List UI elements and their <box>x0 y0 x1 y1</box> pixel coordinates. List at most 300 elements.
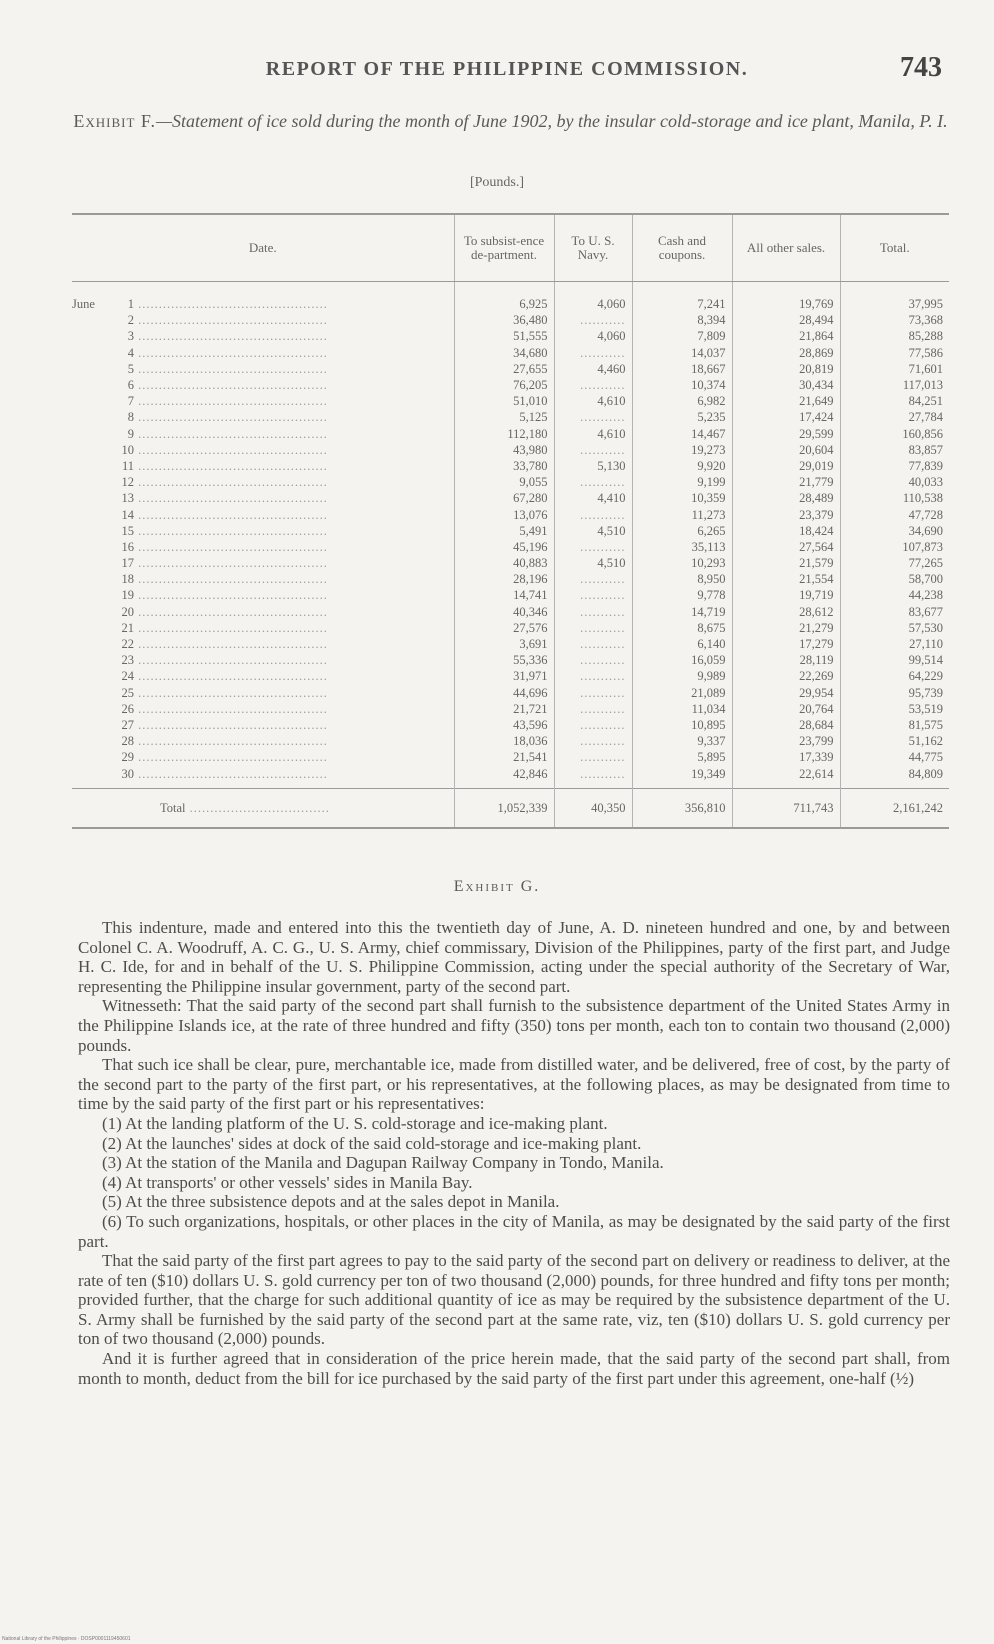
cash-cell: 35,113 <box>632 539 732 555</box>
day-label: 3 <box>127 329 134 344</box>
empty-cell-leader: ........... <box>580 701 626 716</box>
empty-cell-leader: ........... <box>580 717 626 732</box>
table-row <box>72 377 949 393</box>
exhibit-f-description: —Statement of ice sold during the month of June 1902, by the insular cold-storage and ice plant, Manila, P. I. <box>156 111 948 131</box>
total-cell: 27,110 <box>840 636 949 652</box>
subsistence-cell: 34,680 <box>454 345 554 361</box>
other-sales-cell: 27,564 <box>732 539 840 555</box>
table-row <box>72 409 949 425</box>
cash-cell: 14,719 <box>632 604 732 620</box>
empty-cell-leader: ........... <box>580 750 626 765</box>
dot-leader: .............................................. <box>134 442 328 457</box>
date-cell <box>72 555 454 571</box>
dot-leader: .............................................. <box>134 588 328 603</box>
subsistence-cell: 6,925 <box>454 282 554 313</box>
exhibit-f-label: Exhibit F. <box>73 111 157 131</box>
empty-cell-leader: ........... <box>580 539 626 554</box>
day-label: 16 <box>121 539 134 554</box>
total-cell: 85,288 <box>840 328 949 344</box>
total-cell: 53,519 <box>840 701 949 717</box>
subsistence-cell: 36,480 <box>454 312 554 328</box>
day-label: 21 <box>121 620 134 635</box>
total-cell: 64,229 <box>840 668 949 684</box>
table-row <box>72 312 949 328</box>
other-sales-cell: 28,684 <box>732 717 840 733</box>
table-row <box>72 490 949 506</box>
subsistence-cell: 21,721 <box>454 701 554 717</box>
day-label: 26 <box>121 701 134 716</box>
column-header-subsistence: To subsist-ence de-partment. <box>454 214 554 282</box>
subsistence-cell: 43,980 <box>454 442 554 458</box>
date-cell <box>72 506 454 522</box>
total-row <box>72 788 949 828</box>
navy-cell: 5,130 <box>554 458 632 474</box>
cash-cell: 11,273 <box>632 506 732 522</box>
table-row <box>72 701 949 717</box>
navy-cell <box>554 749 632 765</box>
dot-leader: .............................................. <box>134 572 328 587</box>
date-cell <box>72 571 454 587</box>
subsistence-cell: 44,696 <box>454 685 554 701</box>
dot-leader: .............................................. <box>134 604 328 619</box>
total-cell: 84,809 <box>840 765 949 788</box>
column-header-navy: To U. S. Navy. <box>554 214 632 282</box>
other-sales-cell: 23,799 <box>732 733 840 749</box>
total-cell: 57,530 <box>840 620 949 636</box>
date-cell <box>72 652 454 668</box>
table-row <box>72 733 949 749</box>
date-cell <box>72 393 454 409</box>
day-label: 7 <box>127 394 134 409</box>
navy-cell <box>554 587 632 603</box>
list-item: (1) At the landing platform of the U. S. cold-storage and ice-making plant. <box>102 1113 608 1133</box>
empty-cell-leader: ........... <box>580 620 626 635</box>
navy-cell <box>554 685 632 701</box>
cash-cell: 8,675 <box>632 620 732 636</box>
subsistence-cell: 45,196 <box>454 539 554 555</box>
empty-cell-leader: ........... <box>580 442 626 457</box>
table-header-row <box>72 214 949 282</box>
other-sales-cell: 29,599 <box>732 426 840 442</box>
navy-cell: 4,610 <box>554 393 632 409</box>
dot-leader: .............................................. <box>134 734 328 749</box>
cash-cell: 6,140 <box>632 636 732 652</box>
date-cell <box>72 765 454 788</box>
other-sales-cell: 28,119 <box>732 652 840 668</box>
table-row <box>72 426 949 442</box>
navy-cell <box>554 620 632 636</box>
cash-cell: 14,467 <box>632 426 732 442</box>
other-sales-cell: 21,279 <box>732 620 840 636</box>
total-cell: 81,575 <box>840 717 949 733</box>
dot-leader: .............................................. <box>134 766 328 781</box>
empty-cell-leader: ........... <box>580 313 626 328</box>
navy-cell <box>554 345 632 361</box>
subsistence-cell: 14,741 <box>454 587 554 603</box>
cash-cell: 8,394 <box>632 312 732 328</box>
date-cell <box>72 442 454 458</box>
date-cell <box>72 426 454 442</box>
table-row <box>72 555 949 571</box>
dot-leader: .............................................. <box>134 556 328 571</box>
day-label: 30 <box>121 766 134 781</box>
navy-cell <box>554 765 632 788</box>
units-note: [Pounds.] <box>469 175 525 190</box>
navy-cell <box>554 377 632 393</box>
table-row <box>72 571 949 587</box>
navy-cell: 4,060 <box>554 282 632 313</box>
paragraph: Witnesseth: That the said party of the second part shall furnish to the subsistence department of the United States Army in the Philippine Islands ice, at the rate of three hundred and fifty (350) tons per month, each ton to contain two thousand (2,000) pounds. <box>78 996 950 1055</box>
table-row <box>72 539 949 555</box>
table-row <box>72 636 949 652</box>
table-row <box>72 361 949 377</box>
cash-cell: 16,059 <box>632 652 732 668</box>
navy-cell <box>554 474 632 490</box>
empty-cell-leader: ........... <box>580 734 626 749</box>
dot-leader: .............................................. <box>134 313 328 328</box>
empty-cell-leader: ........... <box>580 378 626 393</box>
table-body <box>72 282 949 789</box>
dot-leader: .............................................. <box>134 361 328 376</box>
dot-leader: .............................................. <box>134 685 328 700</box>
date-cell <box>72 523 454 539</box>
table-row <box>72 604 949 620</box>
other-sales-cell: 30,434 <box>732 377 840 393</box>
empty-cell-leader: ........... <box>580 507 626 522</box>
table-row <box>72 506 949 522</box>
total-cell: 37,995 <box>840 282 949 313</box>
grand-total: 2,161,242 <box>840 788 949 828</box>
subsistence-cell: 51,555 <box>454 328 554 344</box>
total-cell: 77,586 <box>840 345 949 361</box>
date-cell <box>72 312 454 328</box>
other-sales-cell: 28,494 <box>732 312 840 328</box>
list-item: (4) At transports' or other vessels' sides in Manila Bay. <box>102 1172 473 1192</box>
total-cash: 356,810 <box>632 788 732 828</box>
other-sales-cell: 23,379 <box>732 506 840 522</box>
other-sales-cell: 17,424 <box>732 409 840 425</box>
day-label: 23 <box>121 653 134 668</box>
total-subsistence: 1,052,339 <box>454 788 554 828</box>
date-cell <box>72 539 454 555</box>
other-sales-cell: 21,864 <box>732 328 840 344</box>
navy-cell <box>554 409 632 425</box>
navy-cell <box>554 571 632 587</box>
table-row <box>72 393 949 409</box>
total-cell: 77,265 <box>840 555 949 571</box>
subsistence-cell: 13,076 <box>454 506 554 522</box>
total-other: 711,743 <box>732 788 840 828</box>
dot-leader: .............................................. <box>134 345 328 360</box>
dot-leader: .............................................. <box>134 378 328 393</box>
date-cell <box>72 620 454 636</box>
empty-cell-leader: ........... <box>580 410 626 425</box>
total-cell: 44,775 <box>840 749 949 765</box>
other-sales-cell: 29,954 <box>732 685 840 701</box>
date-cell <box>72 377 454 393</box>
navy-cell: 4,410 <box>554 490 632 506</box>
list-item: (2) At the launches' sides at dock of the said cold-storage and ice-making plant. <box>102 1133 642 1153</box>
navy-cell <box>554 717 632 733</box>
other-sales-cell: 22,269 <box>732 668 840 684</box>
dot-leader: .............................................. <box>134 329 328 344</box>
total-cell: 27,784 <box>840 409 949 425</box>
date-cell <box>72 458 454 474</box>
date-cell <box>72 604 454 620</box>
subsistence-cell: 76,205 <box>454 377 554 393</box>
table-row <box>72 749 949 765</box>
cash-cell: 10,293 <box>632 555 732 571</box>
dot-leader: .............................................. <box>134 539 328 554</box>
total-cell: 58,700 <box>840 571 949 587</box>
navy-cell: 4,060 <box>554 328 632 344</box>
empty-cell-leader: ........... <box>580 685 626 700</box>
navy-cell <box>554 701 632 717</box>
navy-cell <box>554 539 632 555</box>
column-header-date: Date. <box>72 214 454 282</box>
cash-cell: 7,241 <box>632 282 732 313</box>
total-label-cell: Total .................................. <box>72 788 454 828</box>
navy-cell <box>554 668 632 684</box>
total-cell: 73,368 <box>840 312 949 328</box>
column-header-other: All other sales. <box>732 214 840 282</box>
total-cell: 95,739 <box>840 685 949 701</box>
list-item: (6) To such organizations, hospitals, or other places in the city of Manila, as may be designated by the said party of the first part. <box>78 1211 950 1251</box>
empty-cell-leader: ........... <box>580 572 626 587</box>
navy-cell: 4,610 <box>554 426 632 442</box>
exhibit-g-body <box>78 918 950 1388</box>
other-sales-cell: 17,279 <box>732 636 840 652</box>
date-cell <box>72 685 454 701</box>
other-sales-cell: 21,779 <box>732 474 840 490</box>
empty-cell-leader: ........... <box>580 669 626 684</box>
dot-leader: .............................................. <box>134 394 328 409</box>
total-cell: 34,690 <box>840 523 949 539</box>
cash-cell: 5,895 <box>632 749 732 765</box>
total-cell: 160,856 <box>840 426 949 442</box>
other-sales-cell: 20,819 <box>732 361 840 377</box>
dot-leader: .............................................. <box>134 750 328 765</box>
table-row <box>72 717 949 733</box>
navy-cell: 4,460 <box>554 361 632 377</box>
date-cell <box>72 409 454 425</box>
cash-cell: 10,359 <box>632 490 732 506</box>
empty-cell-leader: ........... <box>580 475 626 490</box>
other-sales-cell: 18,424 <box>732 523 840 539</box>
day-label: 4 <box>127 345 134 360</box>
date-cell <box>72 490 454 506</box>
table-row <box>72 282 949 313</box>
cash-cell: 10,895 <box>632 717 732 733</box>
cash-cell: 19,273 <box>632 442 732 458</box>
subsistence-cell: 40,883 <box>454 555 554 571</box>
subsistence-cell: 5,125 <box>454 409 554 425</box>
table-row <box>72 685 949 701</box>
other-sales-cell: 19,719 <box>732 587 840 603</box>
running-head <box>72 52 942 86</box>
day-label: 25 <box>121 685 134 700</box>
table-row <box>72 587 949 603</box>
cash-cell: 8,950 <box>632 571 732 587</box>
table-row <box>72 652 949 668</box>
ice-sales-table <box>72 213 949 829</box>
total-cell: 47,728 <box>840 506 949 522</box>
total-cell: 84,251 <box>840 393 949 409</box>
subsistence-cell: 3,691 <box>454 636 554 652</box>
day-label: 17 <box>121 556 134 571</box>
date-cell <box>72 733 454 749</box>
empty-cell-leader: ........... <box>580 604 626 619</box>
day-label: 10 <box>121 442 134 457</box>
cash-cell: 10,374 <box>632 377 732 393</box>
date-cell <box>72 749 454 765</box>
total-cell: 77,839 <box>840 458 949 474</box>
dot-leader: .............................................. <box>134 507 328 522</box>
total-cell: 110,538 <box>840 490 949 506</box>
subsistence-cell: 27,655 <box>454 361 554 377</box>
running-title: REPORT OF THE PHILIPPINE COMMISSION. <box>265 58 749 80</box>
table-row <box>72 474 949 490</box>
dot-leader: .............................................. <box>134 669 328 684</box>
other-sales-cell: 21,579 <box>732 555 840 571</box>
date-cell <box>72 668 454 684</box>
day-label: 11 <box>121 458 134 473</box>
navy-cell: 4,510 <box>554 555 632 571</box>
other-sales-cell: 20,764 <box>732 701 840 717</box>
total-cell: 117,013 <box>840 377 949 393</box>
date-cell <box>72 701 454 717</box>
cash-cell: 18,667 <box>632 361 732 377</box>
dot-leader: .............................................. <box>134 653 328 668</box>
navy-cell <box>554 636 632 652</box>
day-label: 20 <box>121 604 134 619</box>
scan-footer: National Library of the Philippines · DOSP0001119450601 <box>2 1636 131 1642</box>
subsistence-cell: 27,576 <box>454 620 554 636</box>
empty-cell-leader: ........... <box>580 766 626 781</box>
dot-leader: .............................................. <box>134 475 328 490</box>
subsistence-cell: 28,196 <box>454 571 554 587</box>
day-label: 15 <box>121 523 134 538</box>
other-sales-cell: 21,554 <box>732 571 840 587</box>
total-navy: 40,350 <box>554 788 632 828</box>
day-label: 14 <box>121 507 134 522</box>
subsistence-cell: 43,596 <box>454 717 554 733</box>
date-cell <box>72 587 454 603</box>
subsistence-cell: 31,971 <box>454 668 554 684</box>
day-label: 27 <box>121 717 134 732</box>
table-row <box>72 442 949 458</box>
other-sales-cell: 20,604 <box>732 442 840 458</box>
navy-cell <box>554 312 632 328</box>
other-sales-cell: 29,019 <box>732 458 840 474</box>
paragraph: And it is further agreed that in consideration of the price herein made, that the said party of the second part shall, from month to month, deduct from the bill for ice purchased by the said party of the first part under this agreement, one-half (½) <box>78 1349 950 1388</box>
date-cell <box>72 474 454 490</box>
navy-cell <box>554 733 632 749</box>
cash-cell: 5,235 <box>632 409 732 425</box>
dot-leader: .............................................. <box>134 717 328 732</box>
other-sales-cell: 21,649 <box>732 393 840 409</box>
month-label: June <box>72 297 95 312</box>
day-label: 8 <box>127 410 134 425</box>
day-label: 9 <box>127 426 134 441</box>
subsistence-cell: 40,346 <box>454 604 554 620</box>
empty-cell-leader: ........... <box>580 345 626 360</box>
other-sales-cell: 28,612 <box>732 604 840 620</box>
day-label: 5 <box>127 361 134 376</box>
cash-cell: 9,778 <box>632 587 732 603</box>
cash-cell: 14,037 <box>632 345 732 361</box>
table-row <box>72 765 949 788</box>
exhibit-f-caption <box>72 110 949 132</box>
day-label: 22 <box>121 637 134 652</box>
date-cell <box>72 717 454 733</box>
day-label: 28 <box>121 734 134 749</box>
other-sales-cell: 22,614 <box>732 765 840 788</box>
dot-leader: .............................................. <box>134 491 328 506</box>
cash-cell: 11,034 <box>632 701 732 717</box>
empty-cell-leader: ........... <box>580 637 626 652</box>
dot-leader: .............................................. <box>134 458 328 473</box>
total-cell: 51,162 <box>840 733 949 749</box>
column-header-cash: Cash and coupons. <box>632 214 732 282</box>
date-cell <box>72 345 454 361</box>
dot-leader: .............................................. <box>134 620 328 635</box>
day-label: 19 <box>121 588 134 603</box>
day-label: 13 <box>121 491 134 506</box>
day-label: 12 <box>121 475 134 490</box>
empty-cell-leader: ........... <box>580 653 626 668</box>
table-row <box>72 523 949 539</box>
cash-cell: 9,989 <box>632 668 732 684</box>
list-item: (5) At the three subsistence depots and at the sales depot in Manila. <box>102 1192 560 1212</box>
navy-cell <box>554 652 632 668</box>
cash-cell: 6,982 <box>632 393 732 409</box>
navy-cell <box>554 604 632 620</box>
other-sales-cell: 28,489 <box>732 490 840 506</box>
subsistence-cell: 18,036 <box>454 733 554 749</box>
day-label: 29 <box>121 750 134 765</box>
table-row <box>72 328 949 344</box>
subsistence-cell: 55,336 <box>454 652 554 668</box>
dot-leader: .................................. <box>185 800 330 815</box>
subsistence-cell: 42,846 <box>454 765 554 788</box>
subsistence-cell: 9,055 <box>454 474 554 490</box>
cash-cell: 9,337 <box>632 733 732 749</box>
table-row <box>72 345 949 361</box>
cash-cell: 19,349 <box>632 765 732 788</box>
dot-leader: .............................................. <box>134 410 328 425</box>
dot-leader: .............................................. <box>134 701 328 716</box>
total-cell: 99,514 <box>840 652 949 668</box>
exhibit-g-heading: Exhibit G. <box>453 878 541 895</box>
day-label: 1 <box>127 297 134 312</box>
dot-leader: .............................................. <box>134 523 328 538</box>
total-cell: 83,857 <box>840 442 949 458</box>
date-cell <box>72 361 454 377</box>
subsistence-cell: 33,780 <box>454 458 554 474</box>
cash-cell: 7,809 <box>632 328 732 344</box>
subsistence-cell: 5,491 <box>454 523 554 539</box>
total-cell: 71,601 <box>840 361 949 377</box>
subsistence-cell: 21,541 <box>454 749 554 765</box>
empty-cell-leader: ........... <box>580 588 626 603</box>
day-label: 24 <box>121 669 134 684</box>
table-row <box>72 620 949 636</box>
cash-cell: 21,089 <box>632 685 732 701</box>
navy-cell: 4,510 <box>554 523 632 539</box>
date-cell <box>72 636 454 652</box>
cash-cell: 6,265 <box>632 523 732 539</box>
